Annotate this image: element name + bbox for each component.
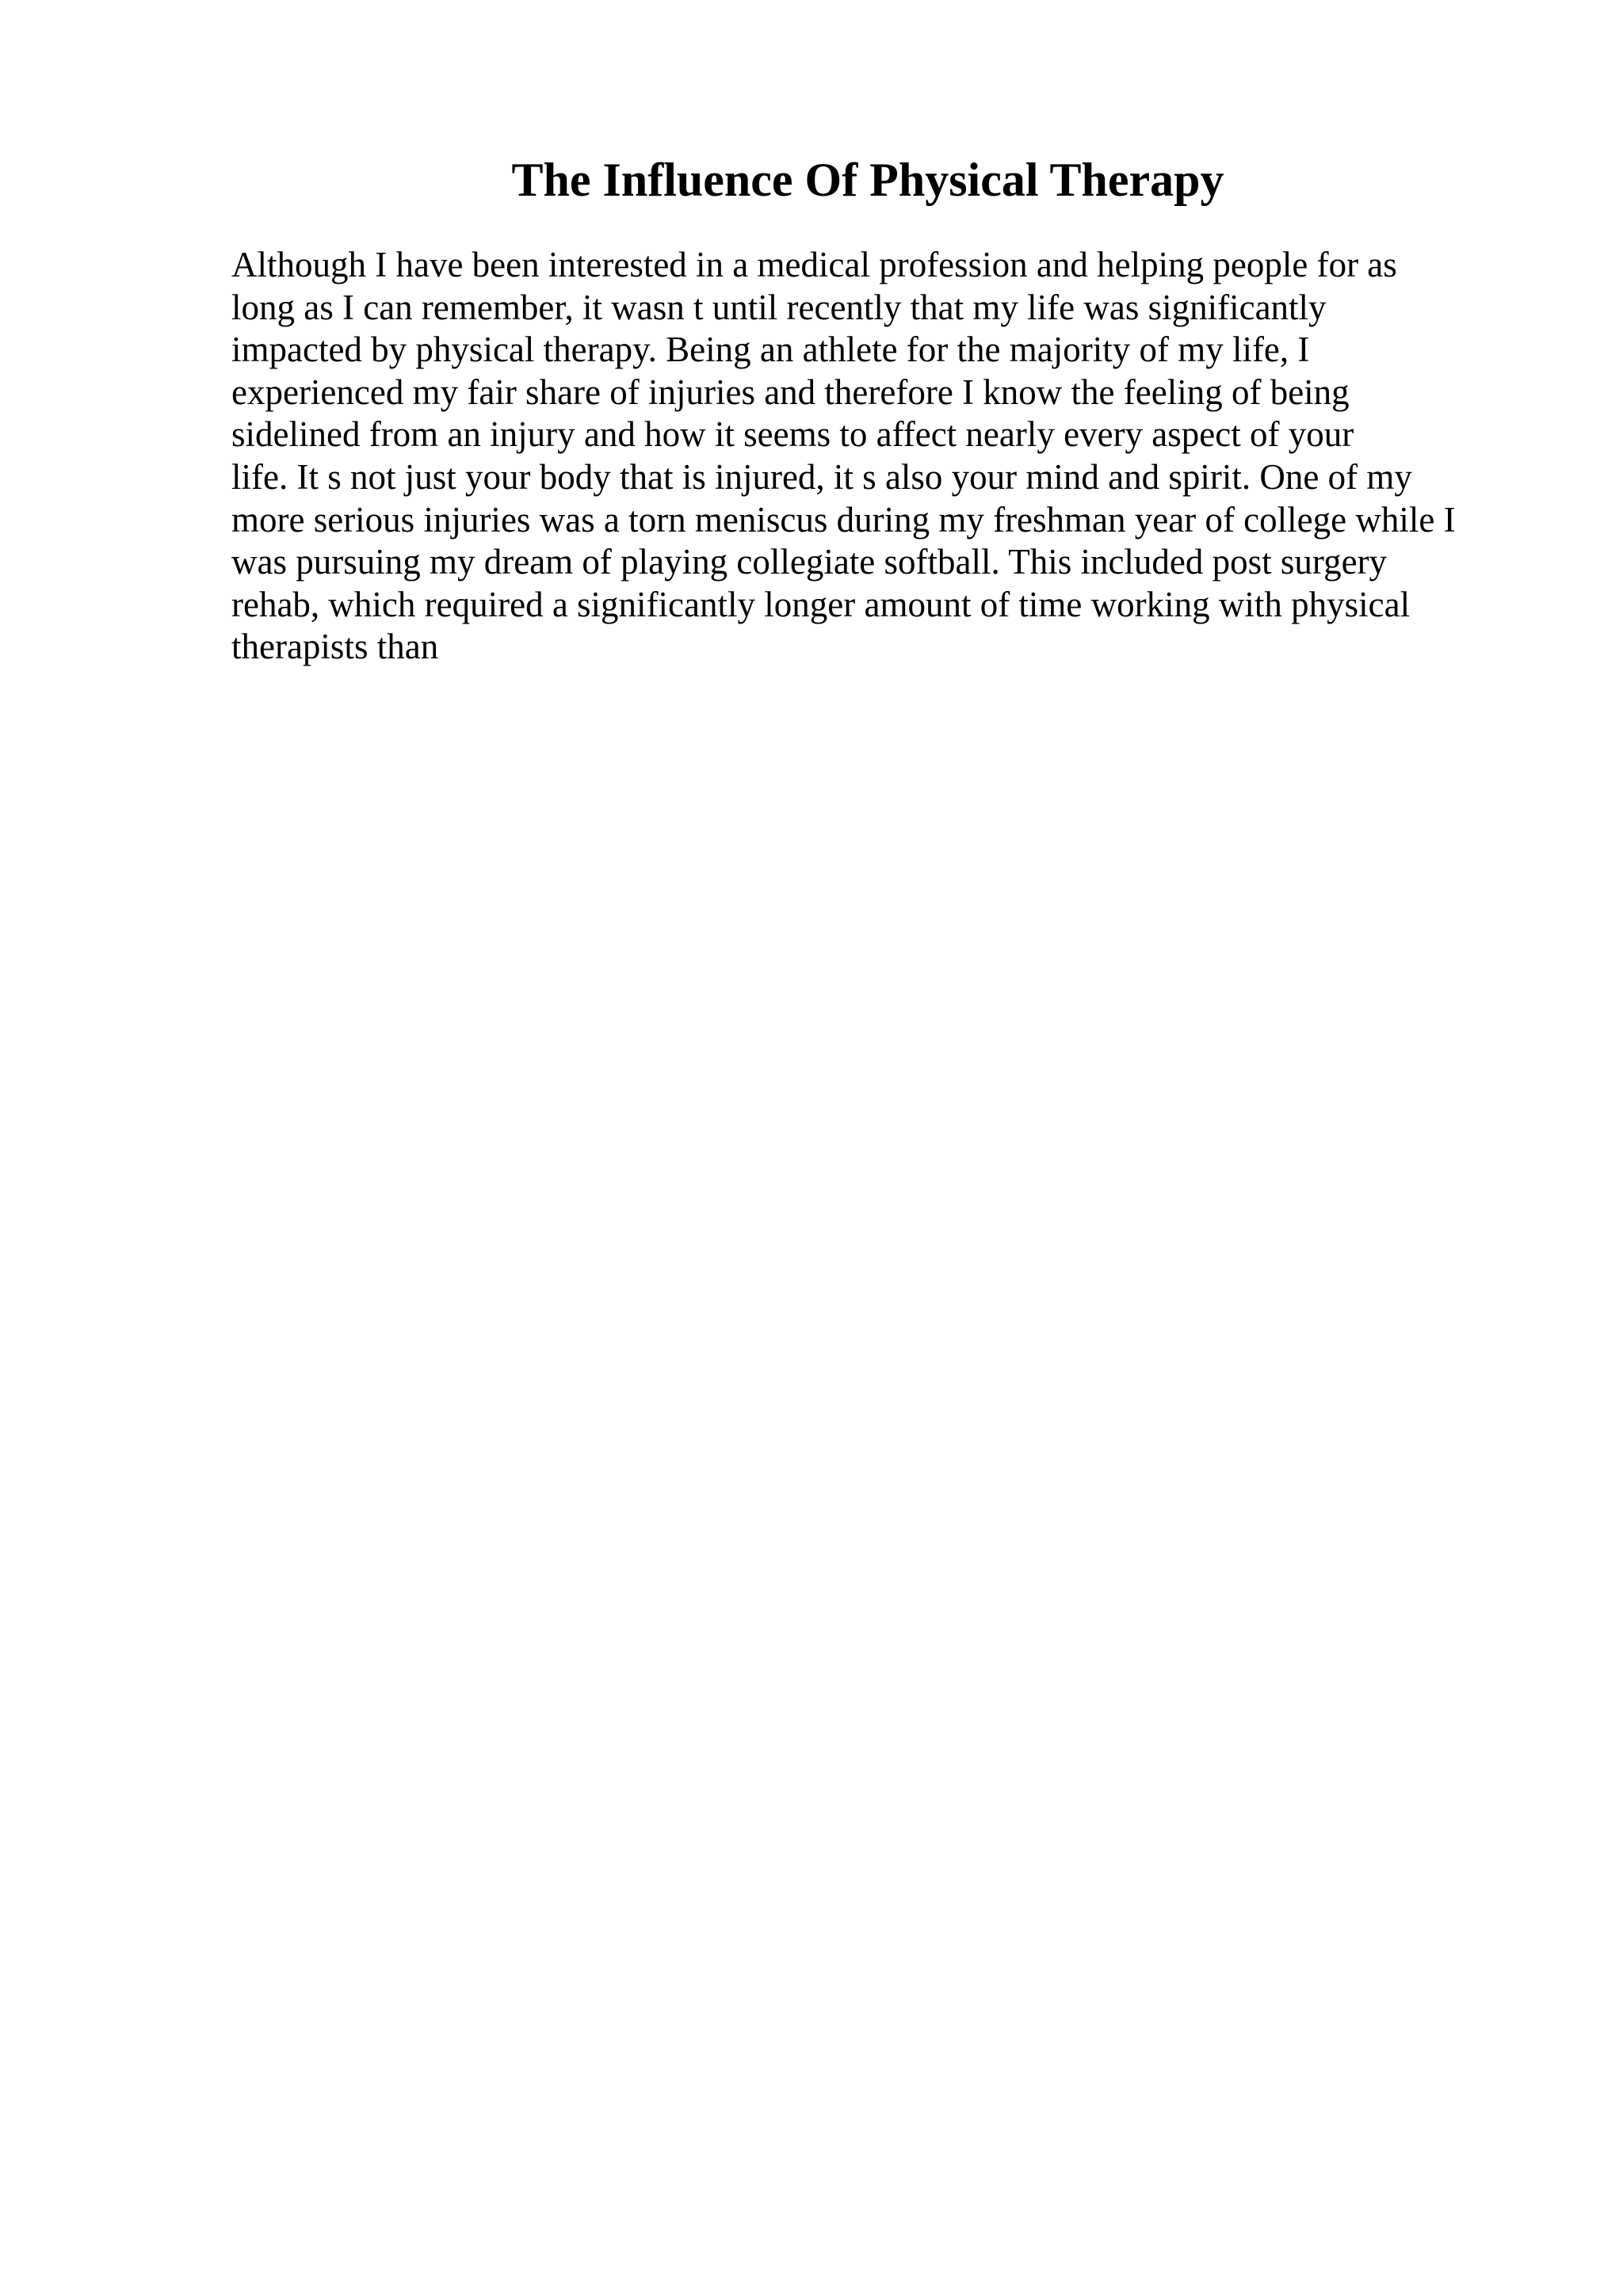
- body-line: long as I can remember, it wasn t until recently that my life was significantly: [231, 287, 1327, 327]
- document-body: [231, 244, 1531, 669]
- body-line: more serious injuries was a torn meniscus during my freshman year of college while I: [231, 499, 1456, 540]
- body-line: life. It s not just your body that is injured, it s also your mind and spirit. One of my: [231, 456, 1412, 497]
- body-line: experienced my fair share of injuries and therefore I know the feeling of being: [231, 372, 1350, 412]
- body-line: Although I have been interested in a medical profession and helping people for as: [231, 245, 1397, 284]
- body-line: sidelined from an injury and how it seems to affect nearly every aspect of your: [231, 414, 1354, 455]
- body-line: rehab, which required a significantly longer amount of time working with physical: [231, 584, 1411, 624]
- document-title: The Influence Of Physical Therapy: [511, 154, 1224, 206]
- body-line: was pursuing my dream of playing collegiate softball. This included post surgery: [231, 542, 1388, 582]
- body-line: therapists than: [231, 627, 439, 667]
- body-line: impacted by physical therapy. Being an athlete for the majority of my life, I: [231, 330, 1310, 370]
